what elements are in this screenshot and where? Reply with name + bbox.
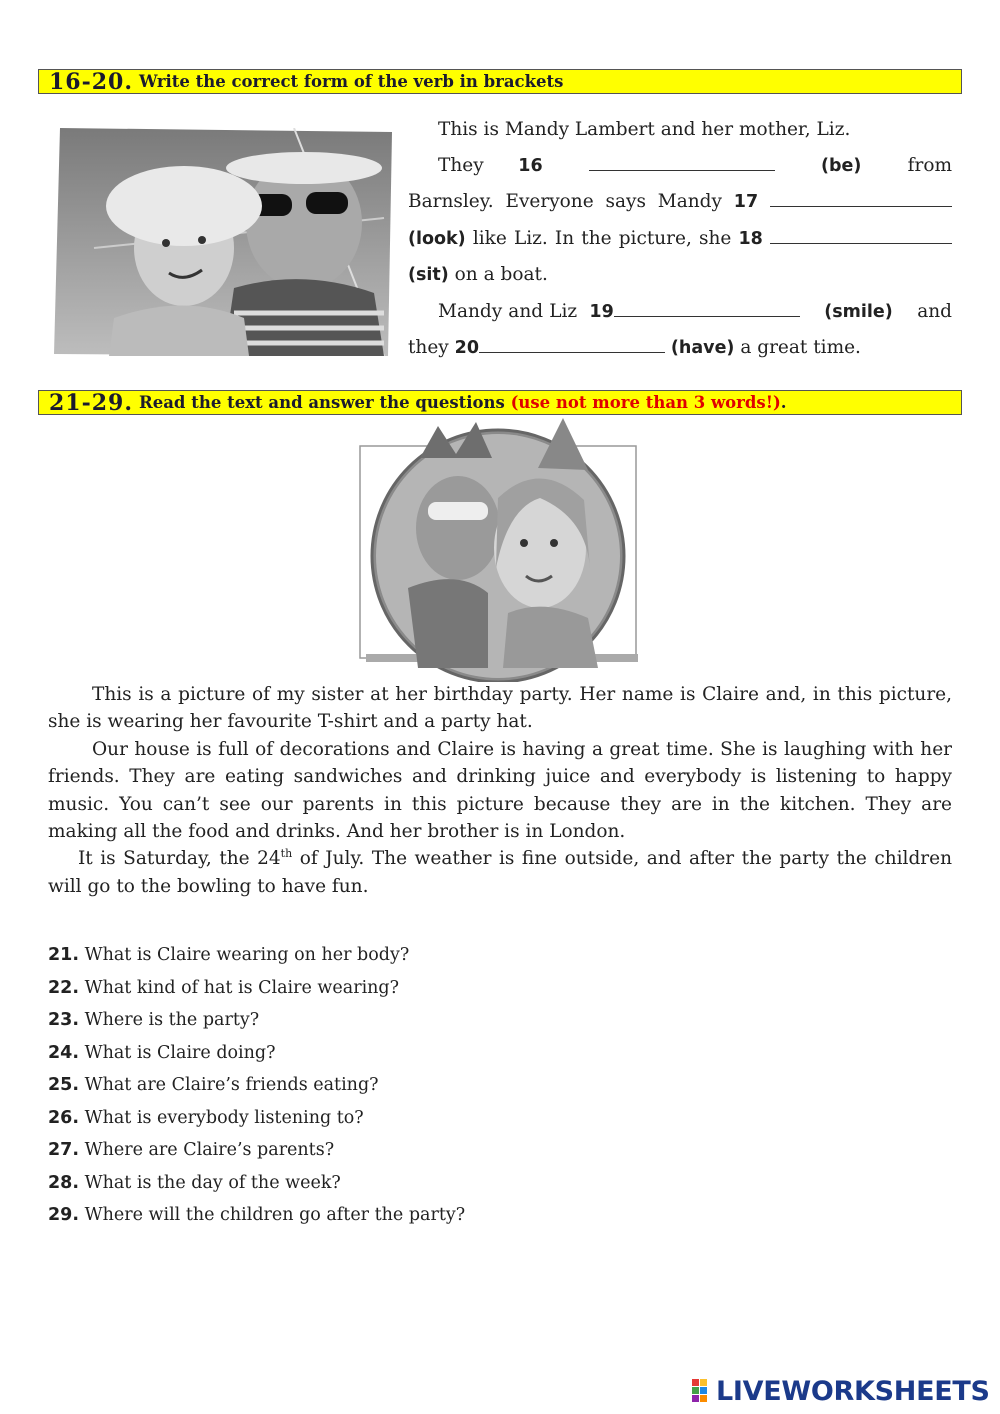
sentence-16: They 16 (be) from Barnsley. Everyone says Mandy 17 (look) like Liz. In the picture, she 18 (sit) on a boat. xyxy=(408,148,952,294)
item-number-18: 18 xyxy=(738,228,763,249)
reading-text xyxy=(48,681,952,900)
story-paragraph-3: It is Saturday, the 24th of July. The weather is fine outside, and after the party the children will go to the bowling to have fun. xyxy=(48,847,952,897)
question-25: 25. What are Claire’s friends eating? xyxy=(48,1075,379,1095)
story-paragraph-2: Our house is full of decorations and Claire is having a great time. She is laughing with her friends. They are eating sandwiches and drinking juice and everybody is listening to happy music. You can’t see our parents in this picture because they are in the kitchen. They are making all the food and drinks. And her brother is in London. xyxy=(48,738,952,843)
intro-line: This is Mandy Lambert and her mother, Liz. xyxy=(438,119,851,140)
verb-hint-20: (have) xyxy=(670,338,735,358)
verb-hint-19: (smile) xyxy=(824,301,893,322)
question-29: 29. Where will the children go after the party? xyxy=(48,1205,466,1225)
answer-blank-19[interactable] xyxy=(614,298,800,317)
liveworksheets-logo-icon xyxy=(692,1379,716,1403)
verb-hint-16: (be) xyxy=(821,155,862,176)
sentence-19: Mandy and Liz 19 (smile) and they 20 (have) a great time. xyxy=(408,294,952,367)
section-number: 21-29. xyxy=(49,389,134,416)
answer-blank-16[interactable] xyxy=(589,152,775,171)
section-16-20-header xyxy=(38,69,962,94)
item-number-17: 17 xyxy=(733,192,759,212)
question-21: 21. What is Claire wearing on her body? xyxy=(48,945,410,965)
item-number-19: 19 xyxy=(589,301,614,322)
question-26: 26. What is everybody listening to? xyxy=(48,1107,364,1128)
liveworksheets-logo[interactable] xyxy=(692,1376,990,1406)
item-number-16: 16 xyxy=(518,155,543,176)
story-paragraph-1: This is a picture of my sister at her birthday party. Her name is Claire and, in this picture, she is wearing her favourite T-shirt and a party hat. xyxy=(48,684,952,733)
answer-blank-17[interactable] xyxy=(770,188,952,207)
question-23: 23. Where is the party? xyxy=(48,1010,260,1030)
section-instruction: Read the text and answer the questions xyxy=(139,393,505,412)
answer-blank-18[interactable] xyxy=(770,225,952,244)
section-instruction: Write the correct form of the verb in brackets xyxy=(139,72,564,91)
question-28: 28. What is the day of the week? xyxy=(48,1172,341,1193)
questions-list xyxy=(48,940,465,1233)
verb-hint-17: (look) xyxy=(408,228,466,249)
mandy-liz-photo xyxy=(54,128,392,356)
birthday-party-photo xyxy=(358,418,642,682)
word-limit-note: (use not more than 3 words!) xyxy=(510,393,781,412)
logo-text: LIVEWORKSHEETS xyxy=(716,1375,990,1407)
question-22: 22. What kind of hat is Claire wearing? xyxy=(48,977,400,998)
item-number-20: 20 xyxy=(454,338,479,358)
answer-blank-20[interactable] xyxy=(479,334,665,353)
verb-exercise xyxy=(408,112,952,367)
question-27: 27. Where are Claire’s parents? xyxy=(48,1140,335,1160)
section-number: 16-20. xyxy=(49,68,134,95)
verb-hint-18: (sit) xyxy=(408,265,449,285)
question-24: 24. What is Claire doing? xyxy=(48,1042,276,1063)
section-21-29-header: 21-29. Read the text and answer the questions (use not more than 3 words!) . xyxy=(38,390,962,415)
